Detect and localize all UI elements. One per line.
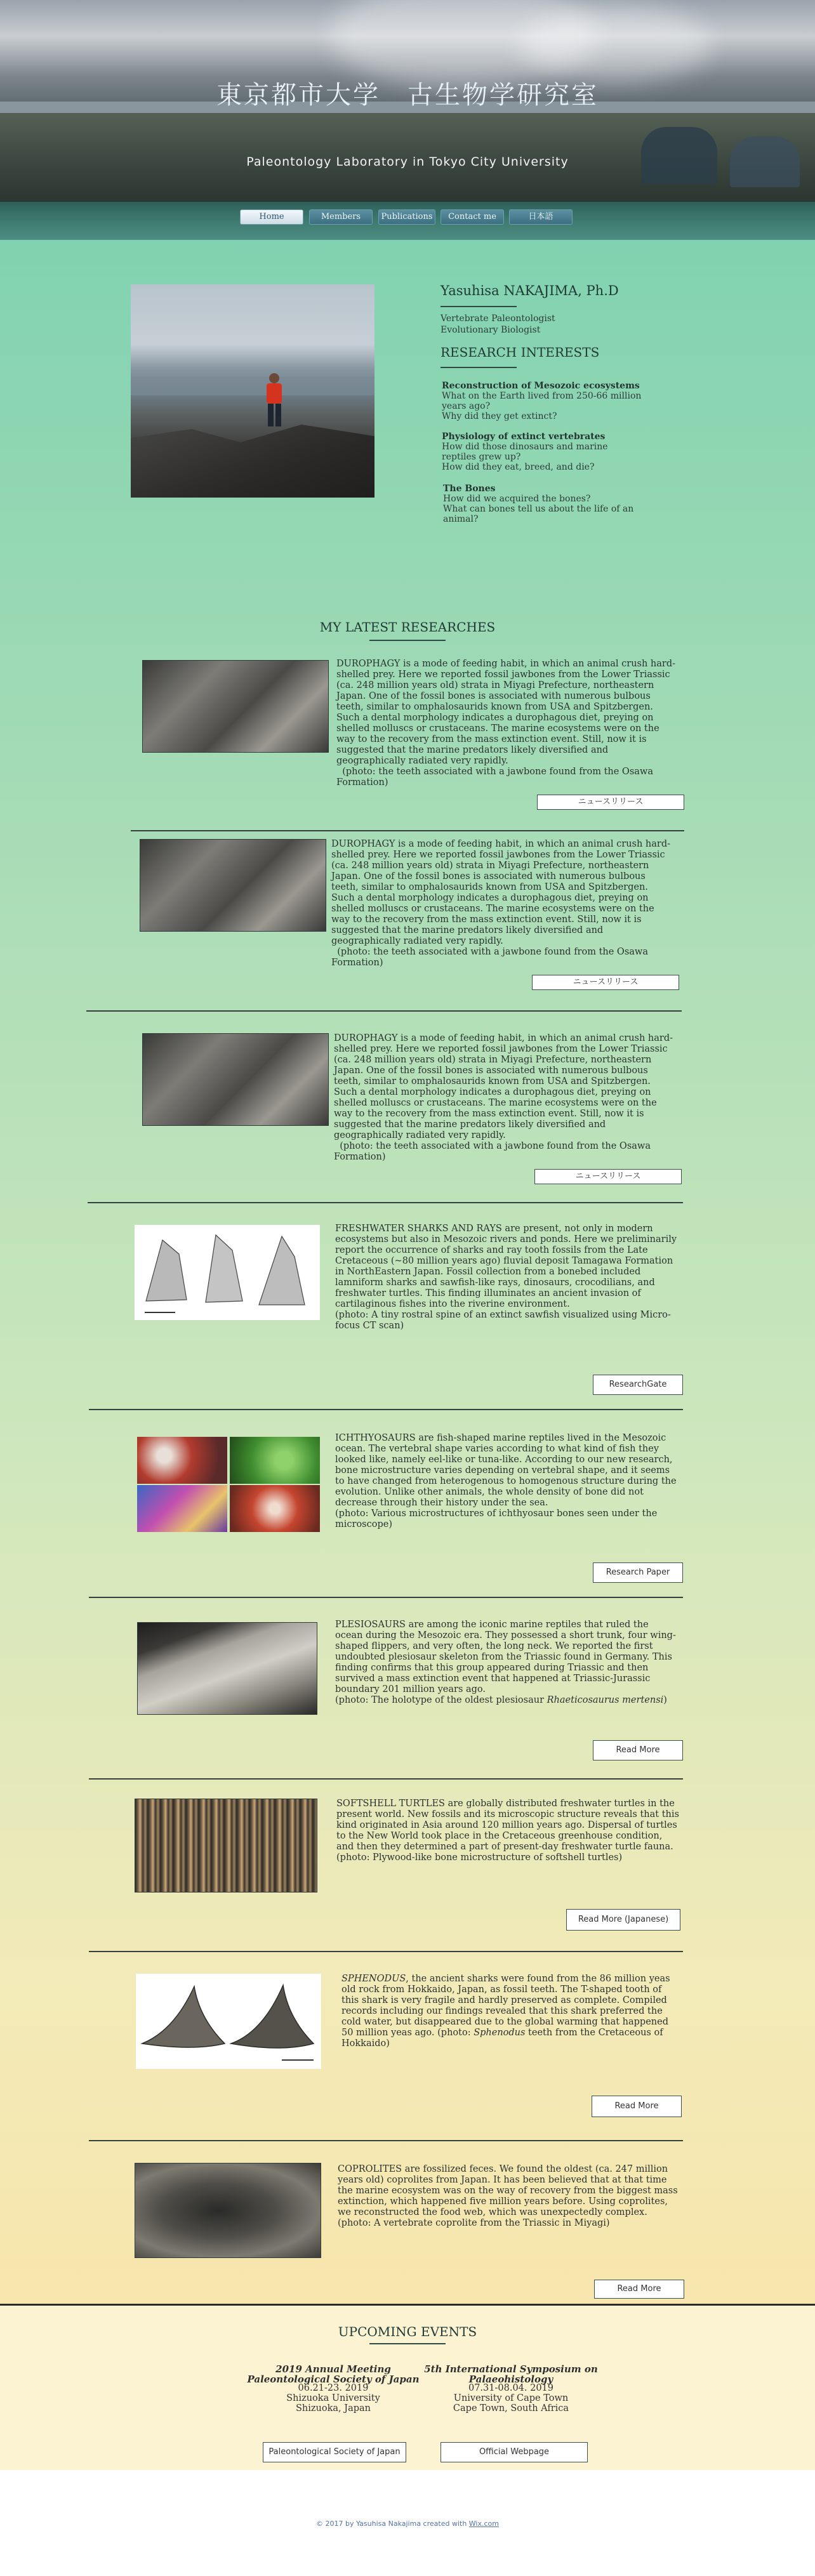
interest-line: What can bones tell us about the life of an xyxy=(443,504,634,514)
event-place: Shizuoka University xyxy=(286,2393,380,2403)
nav-item-publications[interactable]: Publications xyxy=(378,209,435,225)
divider xyxy=(369,2343,446,2344)
plesiosaur-read-more-button[interactable]: Read More xyxy=(593,1740,683,1760)
research-text: DUROPHAGY is a mode of feeding habit, in which an animal crush hard-shelled prey. Here we reported fossil jawbones from the Lower Triassic (ca. 248 million years old) strata in Miyagi Prefecture, northeastern Japan. One of the fossil bones is associated with numerous bulbous teeth, similar to omphalosaurids known from USA and Spitzbergen. Such a dental morphology indicates a durophagous diet, preying on shelled molluscs or crustaceans. The marine ecosystems were on the way to the recovery from the mass extinction event. Still, now it is suggested that the marine predators likely diversified and geographically radiated very rapidly. (photo: the teeth associated with a jawbone found from the Osawa Formation) xyxy=(334,1033,673,1162)
research-photo-turtle xyxy=(135,1799,317,1892)
research-photo-durophagy xyxy=(142,660,329,753)
profile-photo xyxy=(131,284,374,498)
divider xyxy=(89,2140,683,2141)
interest-line: How did those dinosaurs and marine xyxy=(442,442,608,452)
research-photo-coprolite xyxy=(135,2163,321,2258)
nav-item-members[interactable]: Members xyxy=(309,209,373,225)
nav-item-japanese[interactable]: 日本語 xyxy=(509,209,573,225)
turtle-read-more-button[interactable]: Read More (Japanese) xyxy=(566,1909,680,1931)
sphenodus-read-more-button[interactable]: Read More xyxy=(592,2096,682,2117)
research-text: DUROPHAGY is a mode of feeding habit, in which an animal crush hard-shelled prey. Here we reported fossil jawbones from the Lower Triassic (ca. 248 million years old) strata in Miyagi Prefecture, northeastern Japan. One of the fossil bones is associated with numerous bulbous teeth, similar to omphalosaurids known from USA and Spitzbergen. Such a dental morphology indicates a durophagous diet, preying on shelled molluscs or crustaceans. The marine ecosystems were on the way to the recovery from the mass extinction event. Still, now it is suggested that the marine predators likely diversified and geographically radiated very rapidly. (photo: the teeth associated with a jawbone found from the Osawa Formation) xyxy=(336,659,676,788)
event-name: 2019 Annual Meeting xyxy=(275,2363,391,2375)
profile-role: Vertebrate Paleontologist xyxy=(441,314,555,324)
event-place: University of Cape Town xyxy=(453,2393,569,2403)
research-photo-sphenodus xyxy=(136,1974,321,2069)
research-text: FRESHWATER SHARKS AND RAYS are present, not only in modern ecosystems but also in Mesozoic rivers and ponds. Here we preliminarily report the occurrence of sharks and ray tooth fossils from the Late Cretaceous (~80 million years ago) fluvial deposit Tamagawa Formation in NorthEastern Japan. Fossil collection from a bonebed included lamniform sharks and sawfish-like rays, dinosaurs, crocodilians, and freshwater turtles. This finding illuminates an ancient invasion of cartilaginous fishes into the riverine environment. (photo: A tiny rostral spine of an extinct sawfish visualized using Micro-focus CT scan) xyxy=(335,1224,677,1331)
nav-item-contact[interactable]: Contact me xyxy=(441,209,504,225)
divider xyxy=(89,1951,683,1952)
section-title-researches: MY LATEST RESEARCHES xyxy=(319,619,496,635)
divider xyxy=(441,306,517,307)
event-name: Paleontological Society of Japan xyxy=(247,2374,420,2385)
nav-item-home[interactable]: Home xyxy=(240,209,303,225)
events-title: UPCOMING EVENTS xyxy=(338,2324,477,2339)
news-release-button[interactable]: ニュースリリース xyxy=(537,795,684,810)
interest-line: reptiles grew up? xyxy=(442,452,521,462)
psj-link-button[interactable]: Paleontological Society of Japan xyxy=(263,2442,406,2462)
interest-line: How did they eat, breed, and die? xyxy=(442,462,595,472)
official-webpage-button[interactable]: Official Webpage xyxy=(441,2442,588,2462)
divider xyxy=(369,640,446,641)
interest-line: Why did they get extinct? xyxy=(442,411,557,421)
interest-heading: The Bones xyxy=(443,484,496,494)
researchgate-button[interactable]: ResearchGate xyxy=(593,1375,683,1395)
sawfish-spine-icon xyxy=(135,1225,320,1320)
profile-name: Yasuhisa NAKAJIMA, Ph.D xyxy=(441,283,619,298)
cloud-decoration xyxy=(520,6,711,83)
interest-line: What on the Earth lived from 250-66 million xyxy=(442,391,642,401)
event-place: Cape Town, South Africa xyxy=(453,2403,569,2414)
divider xyxy=(86,1010,682,1012)
research-photo-sawfish xyxy=(135,1225,320,1320)
profile-role: Evolutionary Biologist xyxy=(441,325,541,335)
event-place: Shizuoka, Japan xyxy=(296,2403,371,2414)
interest-line: years ago? xyxy=(442,401,491,411)
site-subtitle: Paleontology Laboratory in Tokyo City University xyxy=(246,155,569,169)
divider xyxy=(131,830,684,831)
research-photo-durophagy xyxy=(142,1033,329,1126)
interest-line: animal? xyxy=(443,514,479,524)
news-release-button[interactable]: ニュースリリース xyxy=(532,975,679,990)
event-name: 5th International Symposium on xyxy=(424,2363,598,2375)
research-paper-button[interactable]: Research Paper xyxy=(593,1562,683,1583)
research-text: ICHTHYOSAURS are fish-shaped marine reptiles lived in the Mesozoic ocean. The vertebral shape varies according to what kind of fish they looked like, namely eel-like or tuna-like. According to our new research, bone microstructure varies depending on vertebral shape, and it seems to have changed from heterogenous to homogenous structure during the evolution. Unlike other animals, the whole density of bone did not decrease through their history under the sea. (photo: Various microstructures of ichthyosaur bones seen under the microscope) xyxy=(335,1433,677,1529)
coprolite-read-more-button[interactable]: Read More xyxy=(594,2280,684,2299)
event-date: 06.21-23. 2019 xyxy=(298,2383,369,2393)
interest-heading: Physiology of extinct vertebrates xyxy=(442,432,606,442)
interest-line: How did we acquired the bones? xyxy=(443,494,591,504)
footer-credit: © 2017 by Yasuhisa Nakajima created with Wix.com xyxy=(315,2520,499,2528)
interests-heading: RESEARCH INTERESTS xyxy=(441,345,600,360)
event-date: 07.31-08.04. 2019 xyxy=(468,2383,554,2393)
research-photo-durophagy xyxy=(140,839,326,932)
research-text: SOFTSHELL TURTLES are globally distributed freshwater turtles in the present world. New fossils and its microscopic structure reveals that this kind originated in Asia around 120 million years ago. Dispersal of turtles to the New World took place in the Cretaceous greenhouse condition, and then they determined a part of present-day freshwater turtle fauna. (photo: Plywood-like bone microstructure of softshell turtles) xyxy=(336,1799,679,1863)
interest-heading: Reconstruction of Mesozoic ecosystems xyxy=(442,381,640,391)
research-photo-plesiosaur xyxy=(137,1622,317,1715)
news-release-button[interactable]: ニュースリリース xyxy=(534,1169,682,1184)
wix-link[interactable]: Wix.com xyxy=(468,2520,499,2528)
research-text: DUROPHAGY is a mode of feeding habit, in which an animal crush hard-shelled prey. Here we reported fossil jawbones from the Lower Triassic (ca. 248 million years old) strata in Miyagi Prefecture, northeastern Japan. One of the fossil bones is associated with numerous bulbous teeth, similar to omphalosaurids known from USA and Spitzbergen. Such a dental morphology indicates a durophagous diet, preying on shelled molluscs or crustaceans. The marine ecosystems were on the way to the recovery from the mass extinction event. Still, now it is suggested that the marine predators likely diversified and geographically radiated very rapidly. (photo: the teeth associated with a jawbone found from the Osawa Formation) xyxy=(331,839,671,968)
divider xyxy=(89,1778,683,1780)
shark-tooth-icon xyxy=(136,1974,321,2069)
divider xyxy=(88,1202,683,1203)
research-text: COPROLITES are fossilized feces. We found the oldest (ca. 247 million years old) coprolites from Japan. It has been believed that at that time the marine ecosystem was on the way of recovery from the biggest mass extinction, which happened five million years before. Using coprolites, we reconstructed the food web, which was unexpectedly complex. (photo: A vertebrate coprolite from the Triassic in Miyagi) xyxy=(338,2164,678,2228)
event-name: Palaeohistology xyxy=(468,2374,553,2385)
divider xyxy=(441,367,517,368)
research-text: SPHENODUS, the ancient sharks were found from the 86 million yeas old rock from Hokkaido, Japan, as fossil teeth. The T-shaped tooth of this shark is very fragile and hardly preserved as complete. Compiled records including our findings revealed that this shark preferred the cold water, but disappeared due to the global warming that happened 50 million yeas ago. (photo: Sphenodus teeth from the Cretaceous of Hokkaido) xyxy=(341,1974,670,2049)
research-photo-ichthyosaur xyxy=(137,1437,320,1532)
divider xyxy=(89,1409,683,1410)
divider xyxy=(89,1597,683,1598)
site-title-jp: 東京都市大学 古生物学研究室 xyxy=(216,81,599,110)
research-text: PLESIOSAURS are among the iconic marine reptiles that ruled the ocean during the Mesozoic era. They possessed a short trunk, four wing-shaped flippers, and very often, the long neck. We reported the first undoubted plesiosaur skeleton from the Triassic found in Germany. This finding confirms that this group appeared during Triassic and then survived a mass extinction event that happened at Triassic-Jurassic boundary 201 million years ago. (photo: The holotype of the oldest plesiosaur Rhaeticosaurus mertensi) xyxy=(335,1620,676,1705)
